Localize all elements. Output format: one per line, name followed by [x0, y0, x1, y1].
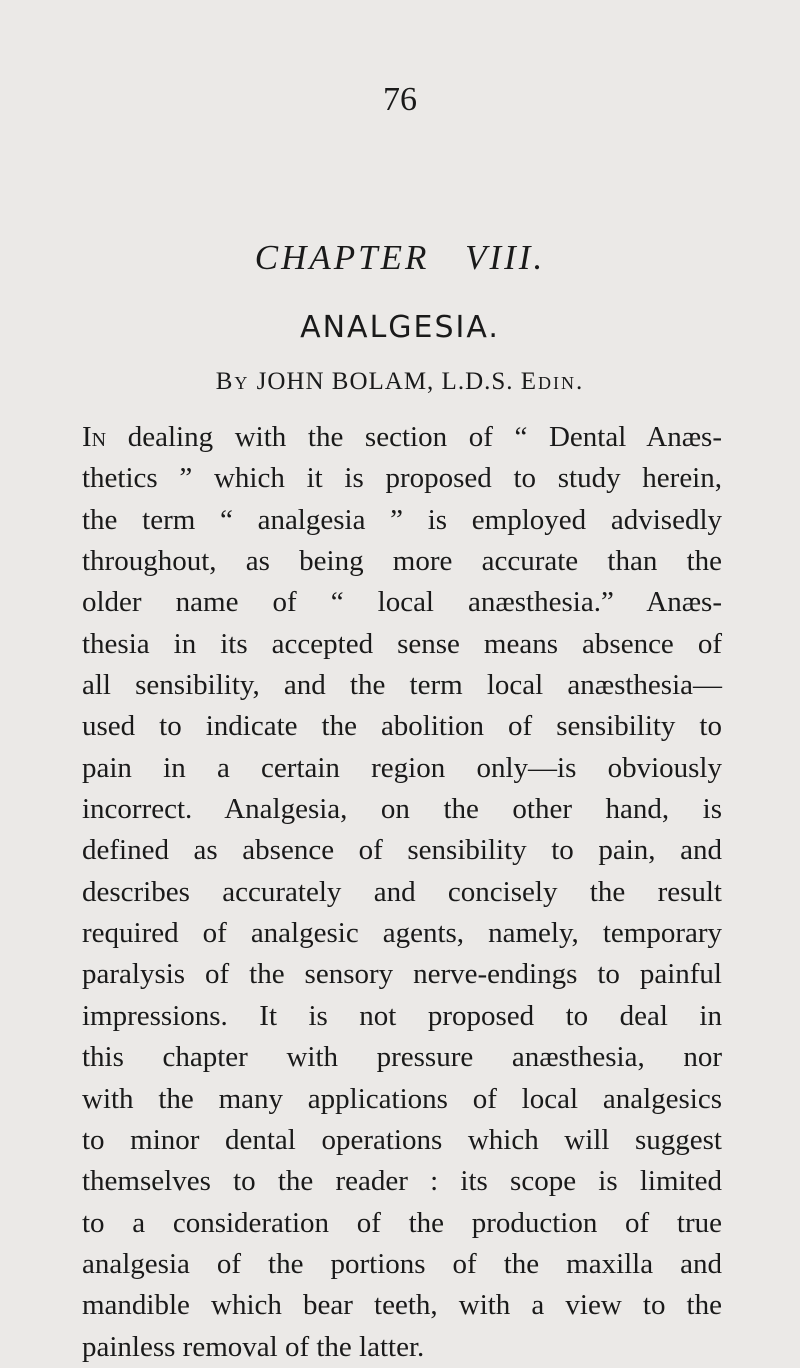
- body-line: pain in a certain region only—is obviously: [82, 751, 722, 784]
- body-line: the term “ analgesia ” is employed advisedly: [82, 503, 722, 536]
- body-line: defined as absence of sensibility to pain, and: [82, 834, 722, 867]
- body-line: analgesia of the portions of the maxilla and: [82, 1247, 722, 1280]
- body-line: themselves to the reader : its scope is limited: [82, 1165, 722, 1198]
- section-title: ANALGESIA.: [300, 310, 500, 345]
- body-line: thesia in its accepted sense means absence of: [82, 627, 722, 660]
- body-line: this chapter with pressure anæsthesia, nor: [82, 1041, 722, 1074]
- body-line: impressions. It is not proposed to deal in: [82, 999, 722, 1032]
- byline-author: JOHN BOLAM, L.D.S.: [256, 368, 514, 395]
- body-line: mandible which bear teeth, with a view to the: [82, 1289, 722, 1322]
- body-line: paralysis of the sensory nerve-endings to painful: [82, 958, 722, 991]
- body-line: In dealing with the section of “ Dental Anæs-: [82, 421, 722, 453]
- body-line: to minor dental operations which will suggest: [82, 1123, 722, 1156]
- body-line: painless removal of the latter.: [82, 1330, 425, 1363]
- body-paragraph: [82, 417, 722, 1368]
- body-line: throughout, as being more accurate than the: [82, 545, 722, 578]
- body-line: to a consideration of the production of true: [82, 1206, 722, 1239]
- byline-place: Edin.: [520, 368, 585, 395]
- lead-in-word: In: [82, 421, 107, 453]
- chapter-heading: CHAPTER VIII.: [254, 238, 546, 277]
- byline: [0, 366, 800, 398]
- body-line: required of analgesic agents, namely, temporary: [82, 917, 722, 950]
- body-line: thetics ” which it is proposed to study herein,: [82, 462, 722, 495]
- page-number: 76: [383, 81, 417, 118]
- body-line: used to indicate the abolition of sensibility to: [82, 710, 722, 743]
- body-line: older name of “ local anæsthesia.” Anæs-: [82, 586, 722, 619]
- body-line: with the many applications of local analgesics: [82, 1082, 722, 1115]
- body-line: describes accurately and concisely the result: [82, 875, 722, 908]
- body-line: all sensibility, and the term local anæsthesia—: [82, 669, 722, 702]
- body-line: incorrect. Analgesia, on the other hand, is: [82, 793, 722, 826]
- byline-by: By: [215, 368, 250, 395]
